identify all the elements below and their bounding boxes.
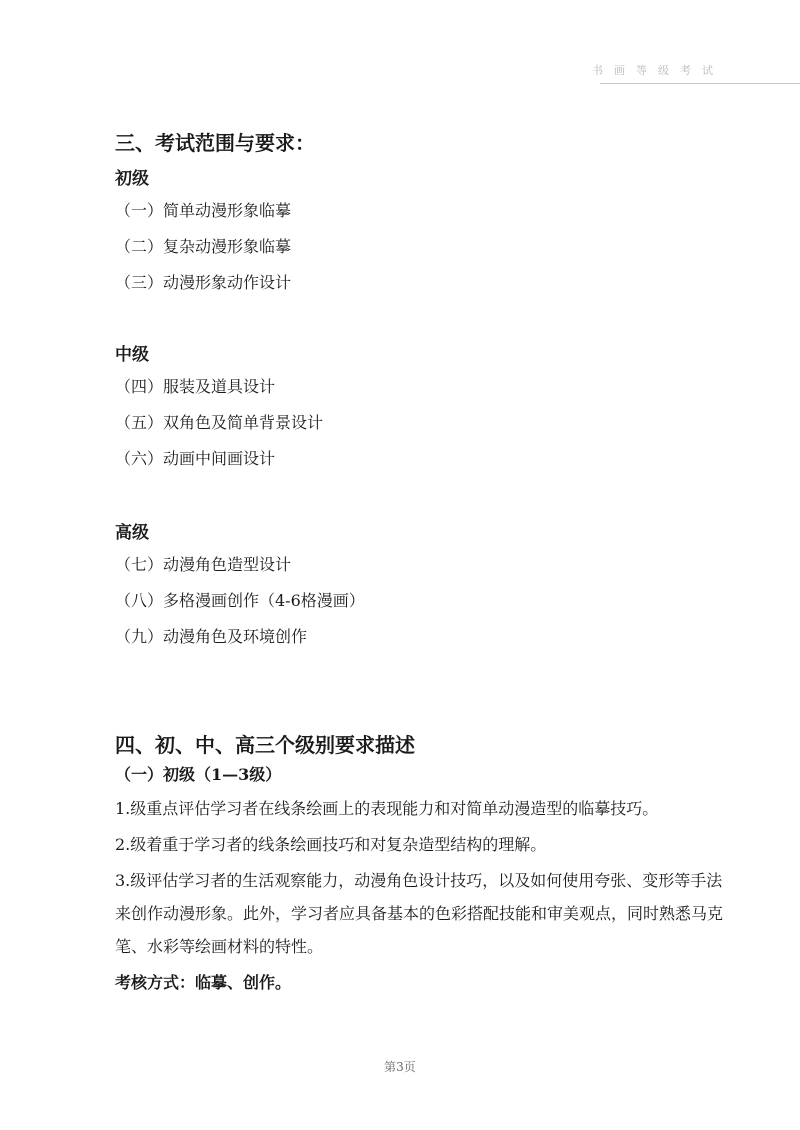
list-item: （八）多格漫画创作（4-6格漫画） [115, 591, 365, 610]
assessment-method: 考核方式：临摹、创作。 [115, 973, 292, 992]
level-heading-intermediate: 中级 [115, 345, 149, 365]
list-item: （二）复杂动漫形象临摹 [115, 237, 292, 256]
list-item: （六）动画中间画设计 [115, 449, 276, 468]
subsection-title: （一）初级（1—3级） [115, 765, 282, 784]
list-item: （七）动漫角色造型设计 [115, 555, 292, 574]
page-number: 第3页 [384, 1060, 416, 1074]
paragraph: 3.级评估学习者的生活观察能力，动漫角色设计技巧，以及如何使用夸张、变形等手法来创作动漫形象。此外，学习者应具备基本的色彩搭配技能和审美观点，同时熟悉马克笔、水彩等绘画材料的特性。 [115, 871, 724, 956]
header-rule [600, 83, 800, 84]
running-header: 书画等级考试 [592, 64, 724, 77]
list-item: （三）动漫形象动作设计 [115, 273, 292, 292]
section-3-title: 三、考试范围与要求： [115, 131, 315, 155]
level-heading-advanced: 高级 [115, 523, 149, 543]
list-item: （一）简单动漫形象临摹 [115, 201, 292, 220]
list-item: （四）服装及道具设计 [115, 377, 276, 396]
level-heading-beginner: 初级 [115, 169, 149, 189]
paragraph: 1.级重点评估学习者在线条绘画上的表现能力和对简单动漫造型的临摹技巧。 [115, 799, 659, 818]
list-item: （九）动漫角色及环境创作 [115, 627, 308, 646]
list-item: （五）双角色及简单背景设计 [115, 413, 324, 432]
paragraph: 2.级着重于学习者的线条绘画技巧和对复杂造型结构的理解。 [115, 835, 547, 854]
section-4-title: 四、初、中、高三个级别要求描述 [115, 733, 415, 757]
page-content [115, 128, 725, 999]
